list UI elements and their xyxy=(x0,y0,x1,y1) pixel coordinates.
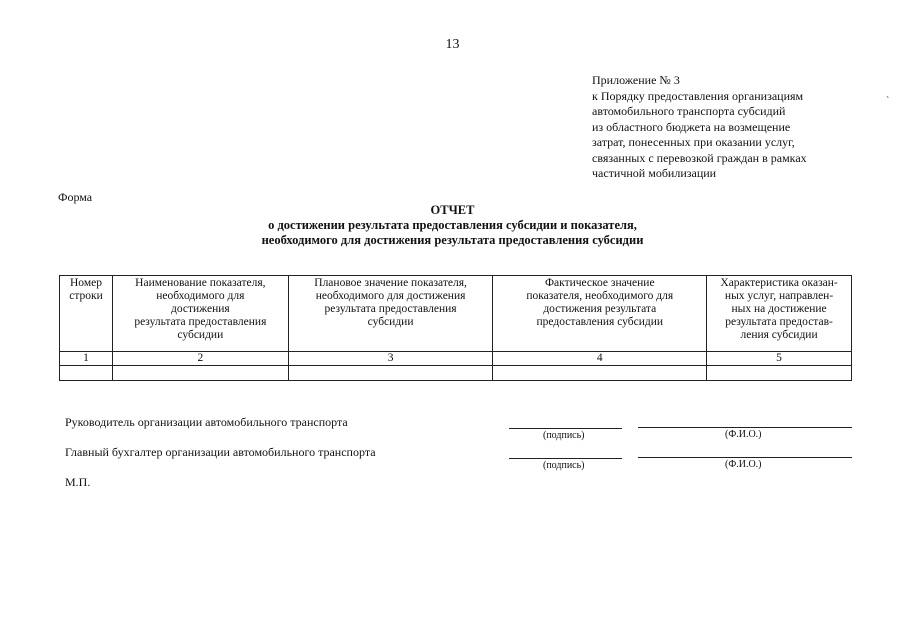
appendix-line: Приложение № 3 xyxy=(592,73,680,87)
table-row xyxy=(60,366,852,381)
empty-cell xyxy=(288,366,493,381)
report-table xyxy=(59,275,852,381)
name-caption: (Ф.И.О.) xyxy=(725,459,762,470)
empty-cell xyxy=(112,366,288,381)
accountant-signature-line xyxy=(509,458,622,459)
signature-caption: (подпись) xyxy=(543,430,585,441)
appendix-line: автомобильного транспорта субсидий xyxy=(592,104,786,118)
report-title xyxy=(0,203,905,248)
form-label: Форма xyxy=(58,190,93,204)
signature-caption: (подпись) xyxy=(543,460,585,471)
column-number: 3 xyxy=(288,352,493,366)
header-cell-service-characteristic: Характеристика оказан- ных услуг, направлен- ных на достижение результата предостав- ления субсидии xyxy=(707,276,852,352)
appendix-line: частичной мобилизации xyxy=(592,166,717,180)
report-title-line: необходимого для достижения результата предоставления субсидии xyxy=(261,233,644,247)
report-title-main: ОТЧЕТ xyxy=(430,203,475,217)
column-number: 5 xyxy=(707,352,852,366)
head-signature-line xyxy=(509,428,622,429)
page-number: 13 xyxy=(445,37,460,52)
accountant-name-line xyxy=(638,457,852,458)
stamp-label: М.П. xyxy=(65,475,91,489)
head-signature-label: Руководитель организации автомобильного транспорта xyxy=(65,415,348,429)
appendix-line: затрат, понесенных при оказании услуг, xyxy=(592,135,795,149)
header-cell-indicator-name: Наименование показателя, необходимого для достижения результата предоставления субсидии xyxy=(112,276,288,352)
column-number-row xyxy=(60,352,852,366)
empty-cell xyxy=(60,366,113,381)
name-caption: (Ф.И.О.) xyxy=(725,429,762,440)
appendix-line: к Порядку предоставления организациям xyxy=(592,88,804,103)
header-cell-actual-value: Фактическое значение показателя, необходимого для достижения результата предоставления субсидии xyxy=(493,276,707,352)
report-title-line: о достижении результата предоставления субсидии и показателя, xyxy=(268,218,637,232)
head-name-line xyxy=(638,427,852,428)
stray-mark: ˋ xyxy=(886,96,890,107)
appendix-line: связанных с перевозкой граждан в рамках xyxy=(592,150,807,165)
appendix-block xyxy=(592,73,807,182)
empty-cell xyxy=(493,366,707,381)
column-number: 2 xyxy=(112,352,288,366)
column-number: 1 xyxy=(60,352,113,366)
header-cell-row-number: Номер строки xyxy=(60,276,113,352)
header-cell-planned-value: Плановое значение показателя, необходимого для достижения результата предоставления субсидии xyxy=(288,276,493,352)
appendix-line: из областного бюджета на возмещение xyxy=(592,119,791,134)
column-number: 4 xyxy=(493,352,707,366)
empty-cell xyxy=(707,366,852,381)
accountant-signature-label: Главный бухгалтер организации автомобильного транспорта xyxy=(65,445,376,459)
table-header-row xyxy=(60,276,852,352)
